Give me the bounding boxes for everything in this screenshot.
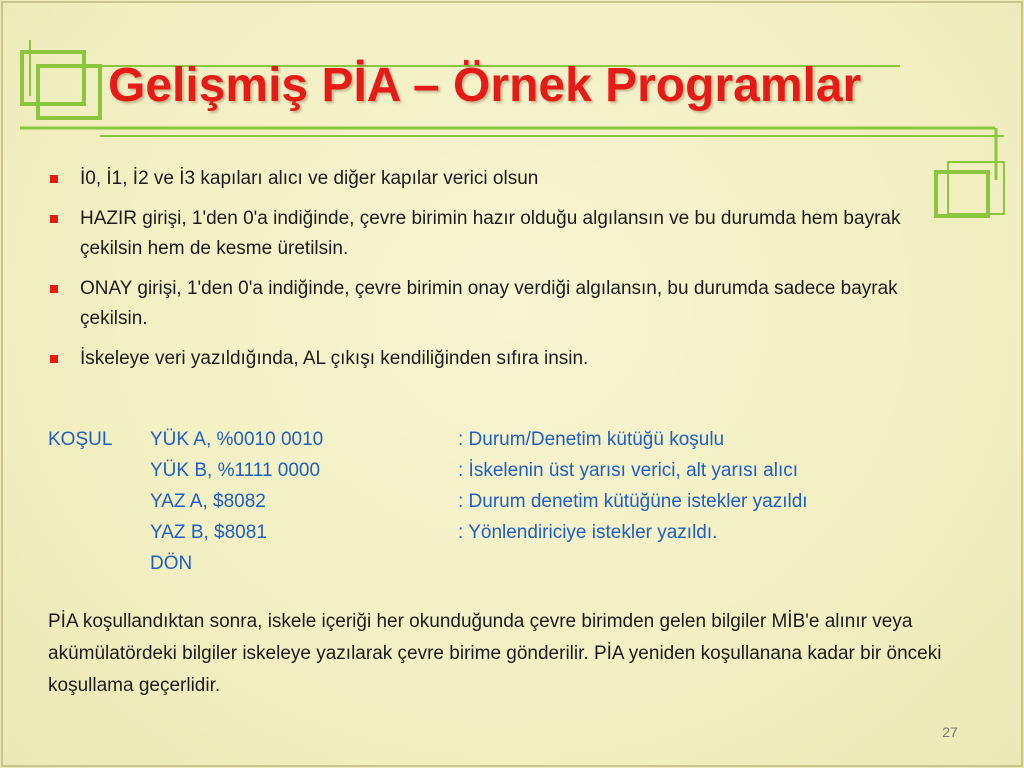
bullet-item	[48, 274, 968, 334]
code-instruction: YAZ A, $8082	[150, 491, 266, 512]
code-line	[48, 455, 968, 486]
bullet-list	[48, 164, 968, 384]
code-comment: : Durum/Denetim kütüğü koşulu	[458, 429, 725, 450]
code-instruction: YÜK A, %0010 0010	[150, 429, 324, 450]
code-line	[48, 486, 968, 517]
explanation-paragraph: PİA koşullandıktan sonra, iskele içeriği her okunduğunda çevre birimden gelen bilgiler MİB'e alınır veya akümülatördeki bilgiler iskeleye yazılarak çevre birime gönderilir. PİA yeniden koşullanana kadar bir önceki koşullama geçerlidir.	[48, 611, 942, 696]
code-comment: : İskelenin üst yarısı verici, alt yarısı alıcı	[458, 460, 798, 481]
bullet-item	[48, 204, 968, 264]
bullet-square-icon	[50, 355, 58, 363]
code-label: KOŞUL	[48, 429, 113, 450]
code-line	[48, 424, 968, 455]
bullet-item	[48, 344, 968, 374]
bullet-item	[48, 164, 968, 194]
code-comment: : Durum denetim kütüğüne istekler yazıldı	[458, 491, 808, 512]
bullet-square-icon	[50, 285, 58, 293]
bullet-text: ONAY girişi, 1'den 0'a indiğinde, çevre birimin onay verdiği algılansın, bu durumda sadece bayrak çekilsin.	[80, 278, 898, 329]
code-line	[48, 517, 968, 548]
code-listing	[48, 424, 968, 579]
code-line	[48, 548, 968, 579]
page-number: 27	[942, 724, 958, 740]
bullet-square-icon	[50, 175, 58, 183]
slide-title: Gelişmiş PİA – Örnek Programlar	[108, 59, 862, 112]
code-instruction: YÜK B, %1111 0000	[150, 460, 321, 481]
bullet-text: İskeleye veri yazıldığında, AL çıkışı kendiliğinden sıfıra insin.	[80, 348, 589, 369]
bullet-text: İ0, İ1, İ2 ve İ3 kapıları alıcı ve diğer kapılar verici olsun	[80, 168, 539, 189]
code-instruction: DÖN	[150, 553, 193, 574]
code-comment: : Yönlendiriciye istekler yazıldı.	[458, 522, 718, 543]
bullet-square-icon	[50, 215, 58, 223]
bullet-text: HAZIR girişi, 1'den 0'a indiğinde, çevre birimin hazır olduğu algılansın ve bu durumda hem bayrak çekilsin hem de kesme üretilsin.	[80, 208, 901, 259]
code-instruction: YAZ B, $8081	[150, 522, 267, 543]
